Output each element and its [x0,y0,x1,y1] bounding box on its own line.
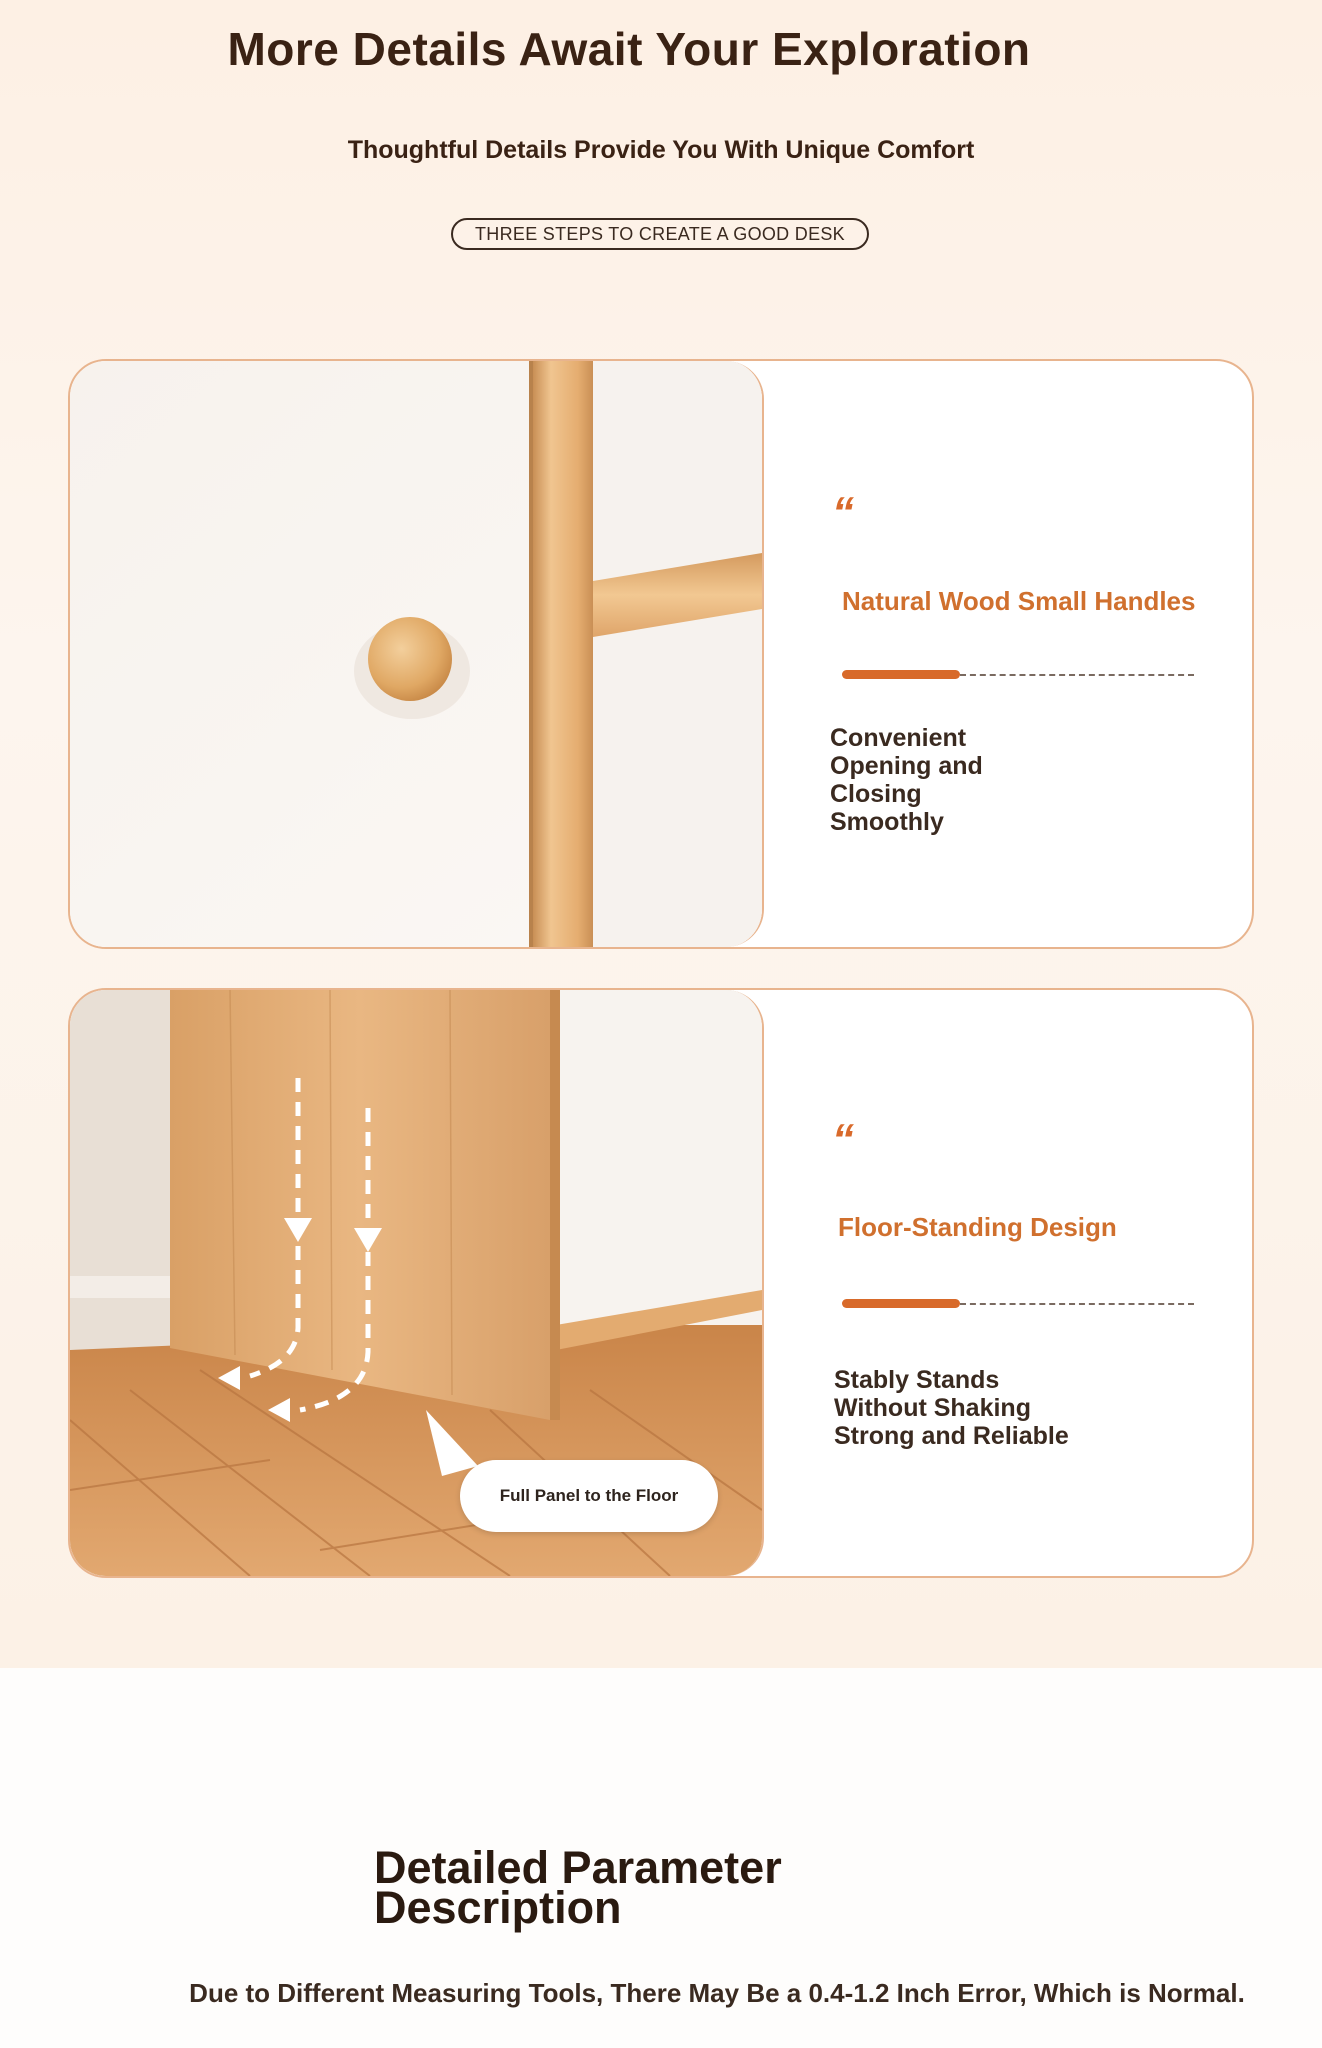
section-subtitle: Thoughtful Details Provide You With Unique Comfort [347,136,975,164]
floor-callout: Full Panel to the Floor [460,1460,718,1532]
handle-photo [70,361,764,947]
feature-description: Stably Stands Without Shaking Strong and Reliable [834,1366,1069,1450]
floor-photo [70,990,764,1576]
feature-title: Natural Wood Small Handles [842,586,1196,616]
feature-description: Convenient Opening and Closing Smoothly [830,724,983,836]
steps-badge: THREE STEPS TO CREATE A GOOD DESK [451,218,869,250]
feature-card-handles [68,359,1254,949]
feature-divider [842,1298,1194,1308]
parameters-title: Detailed Parameter Description [374,1842,782,1933]
quote-icon: “ [832,488,854,537]
feature-title: Floor-Standing Design [838,1212,1117,1242]
quote-icon: “ [832,1115,854,1164]
feature-card-floor-standing [68,988,1254,1578]
measurement-note: Due to Different Measuring Tools, There May Be a 0.4-1.2 Inch Error, Which is Normal. [189,1978,1245,2008]
section-title: More Details Await Your Exploration [227,23,1031,75]
feature-divider [842,669,1194,679]
